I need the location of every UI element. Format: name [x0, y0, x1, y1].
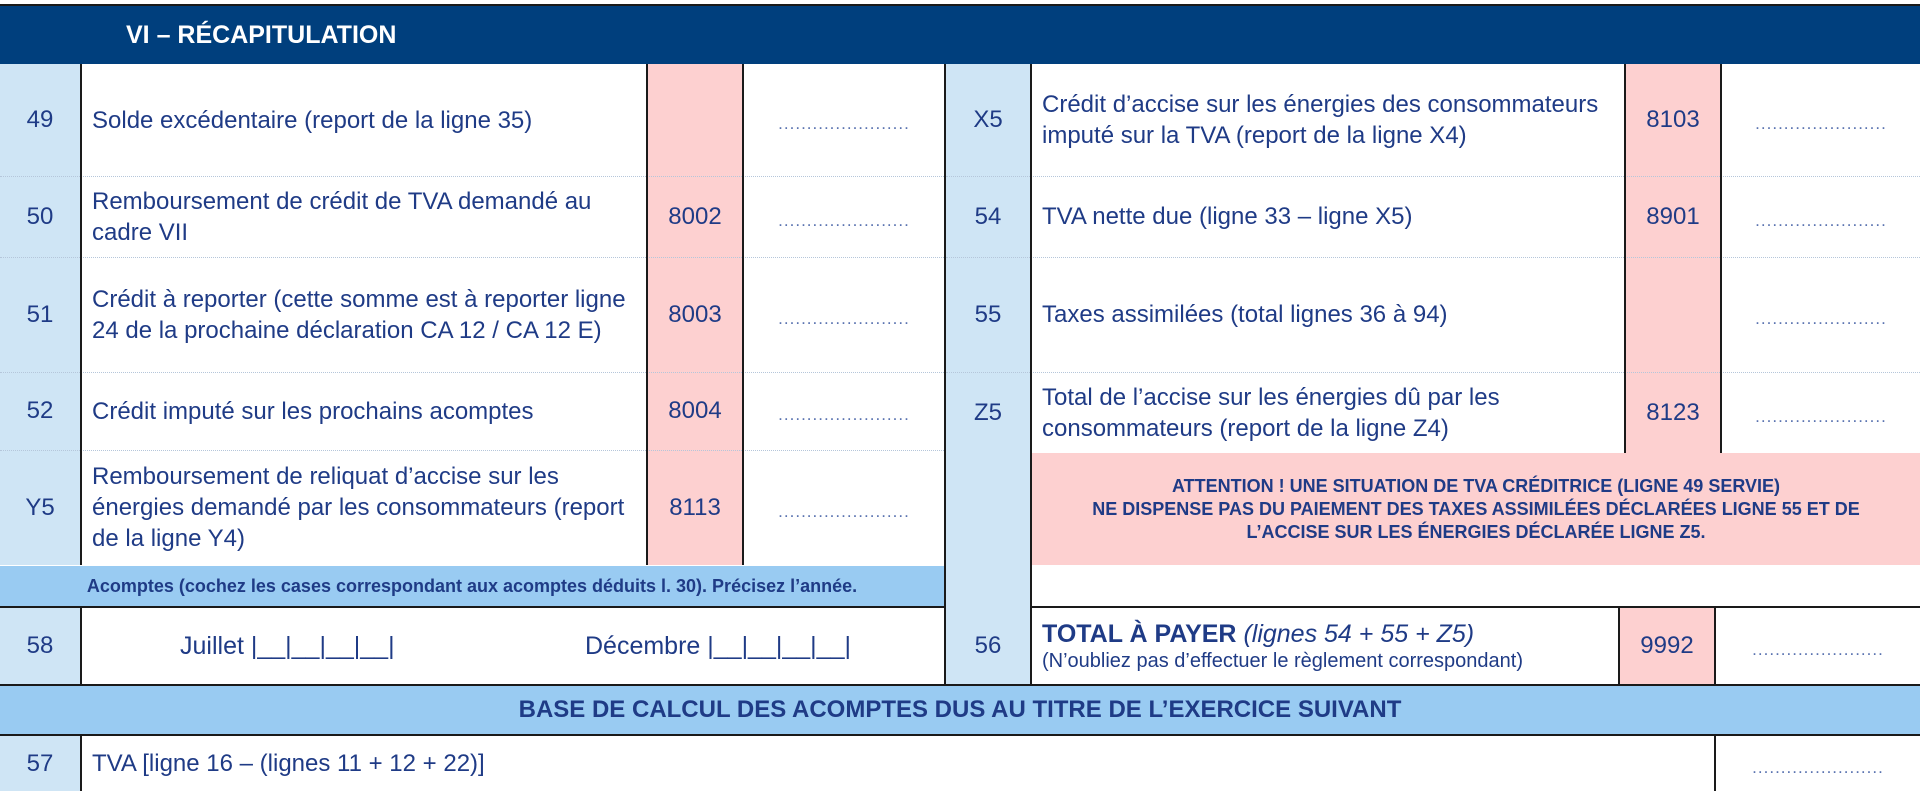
line-label: Crédit imputé sur les prochains acomptes [92, 397, 534, 425]
attention-line-2: NE DISPENSE PAS DU PAIEMENT DES TAXES ASSIMILÉES DÉCLARÉES LIGNE 55 ET DE [1092, 498, 1860, 519]
line-label: TVA nette due (ligne 33 – ligne X5) [1042, 203, 1413, 230]
line-number: X5 [973, 106, 1003, 133]
amount-field[interactable]: ....................... [1752, 757, 1884, 777]
line-code: 8002 [668, 202, 722, 230]
line-label: Solde excédentaire (report de la ligne 35) [92, 106, 533, 134]
line-code: 8901 [1646, 202, 1700, 230]
amount-field[interactable]: ....................... [778, 114, 910, 133]
line-label: Remboursement de reliquat d’accise sur les énergies demandé par les consommateurs (report de la ligne Y4) [92, 463, 625, 552]
total-subtitle: (N’oubliez pas d’effectuer le règlement correspondant) [1042, 650, 1524, 672]
line-code: 8103 [1646, 106, 1700, 133]
line-number: 52 [26, 397, 54, 424]
grid-line [1030, 606, 1920, 608]
line-label: Crédit d’accise sur les énergies des consommateurs imputé sur la TVA (report de la ligne X4) [1042, 91, 1599, 149]
amount-field[interactable]: ....................... [1755, 114, 1887, 133]
line-number: 56 [974, 632, 1002, 659]
grid-line [742, 64, 744, 565]
total-a-payer [1032, 608, 1617, 684]
amount-field[interactable]: ....................... [1755, 406, 1887, 426]
line-code: 8113 [669, 493, 721, 521]
line-number: Y5 [25, 493, 55, 521]
grid-line [1624, 64, 1626, 453]
line-number: 57 [26, 749, 54, 777]
line-number: 51 [26, 300, 54, 328]
line-number: 58 [26, 632, 54, 659]
attention-line-1: ATTENTION ! UNE SITUATION DE TVA CRÉDITRICE (LIGNE 49 SERVIE) [1171, 475, 1781, 496]
total-title-formula: (lignes 54 + 55 + Z5) [1243, 620, 1475, 648]
acomptes-header-text: Acomptes (cochez les cases correspondant aux acomptes déduits l. 30). Précisez l’année. [86, 575, 858, 596]
line-label: Total de l’accise sur les énergies dû par les consommateurs (report de la ligne Z4) [1042, 383, 1500, 442]
line-number: 50 [26, 202, 54, 230]
line-code: 8123 [1646, 398, 1700, 426]
acompte-juillet-boxes[interactable]: Juillet |__|__|__|__| [180, 631, 395, 660]
amount-field[interactable]: ....................... [1755, 210, 1887, 230]
total-title: TOTAL À PAYER [1042, 620, 1237, 648]
amount-field[interactable]: ....................... [1755, 308, 1887, 328]
amount-field[interactable]: ....................... [1752, 640, 1884, 659]
grid-line [0, 684, 1920, 686]
base-calcul-header-text: BASE DE CALCUL DES ACOMPTES DUS AU TITRE DE L’EXERCICE SUIVANT [518, 696, 1402, 723]
line-number: 55 [974, 300, 1002, 328]
section-title-bar [0, 4, 1920, 64]
line-label: TVA [ligne 16 – (lignes 11 + 12 + 22)] [92, 750, 485, 777]
line-code [648, 64, 742, 176]
line-label: Crédit à reporter (cette somme est à reporter ligne 24 de la prochaine déclaration CA 12 / CA 12 E) [92, 285, 626, 344]
line-label: Taxes assimilées (total lignes 36 à 94) [1042, 301, 1448, 328]
grid-line [80, 736, 82, 791]
line-code: 9992 [1640, 632, 1694, 659]
grid-line [0, 606, 944, 608]
grid-line [1714, 736, 1716, 791]
grid-line [1030, 64, 1032, 684]
grid-line [1720, 64, 1722, 453]
grid-line [1618, 608, 1620, 684]
acomptes-header [0, 566, 944, 606]
grid-line [80, 608, 82, 684]
grid-line [80, 64, 82, 565]
line-number: Z5 [973, 398, 1002, 426]
amount-field[interactable]: ....................... [778, 210, 910, 230]
grid-line [0, 734, 1920, 736]
grid-line [944, 64, 946, 684]
amount-field[interactable]: ....................... [778, 308, 910, 328]
grid-line [1714, 608, 1716, 684]
attention-line-3: L’ACCISE SUR LES ÉNERGIES DÉCLARÉE LIGNE Z5. [1246, 521, 1706, 542]
amount-field[interactable]: ....................... [778, 501, 910, 521]
line-number: 54 [974, 202, 1002, 230]
amount-field[interactable]: ....................... [778, 405, 910, 424]
line-number: 49 [26, 106, 54, 133]
base-calcul-header [0, 686, 1920, 734]
line-code: 8004 [668, 397, 722, 424]
line-label: Remboursement de crédit de TVA demandé au cadre VII [92, 187, 592, 246]
line-code [1626, 257, 1720, 372]
attention-notice [1032, 453, 1920, 565]
acompte-decembre-boxes[interactable]: Décembre |__|__|__|__| [585, 631, 851, 660]
line-code: 8003 [668, 300, 722, 328]
section-title: VI – RÉCAPITULATION [126, 20, 397, 49]
grid-line [646, 64, 648, 565]
